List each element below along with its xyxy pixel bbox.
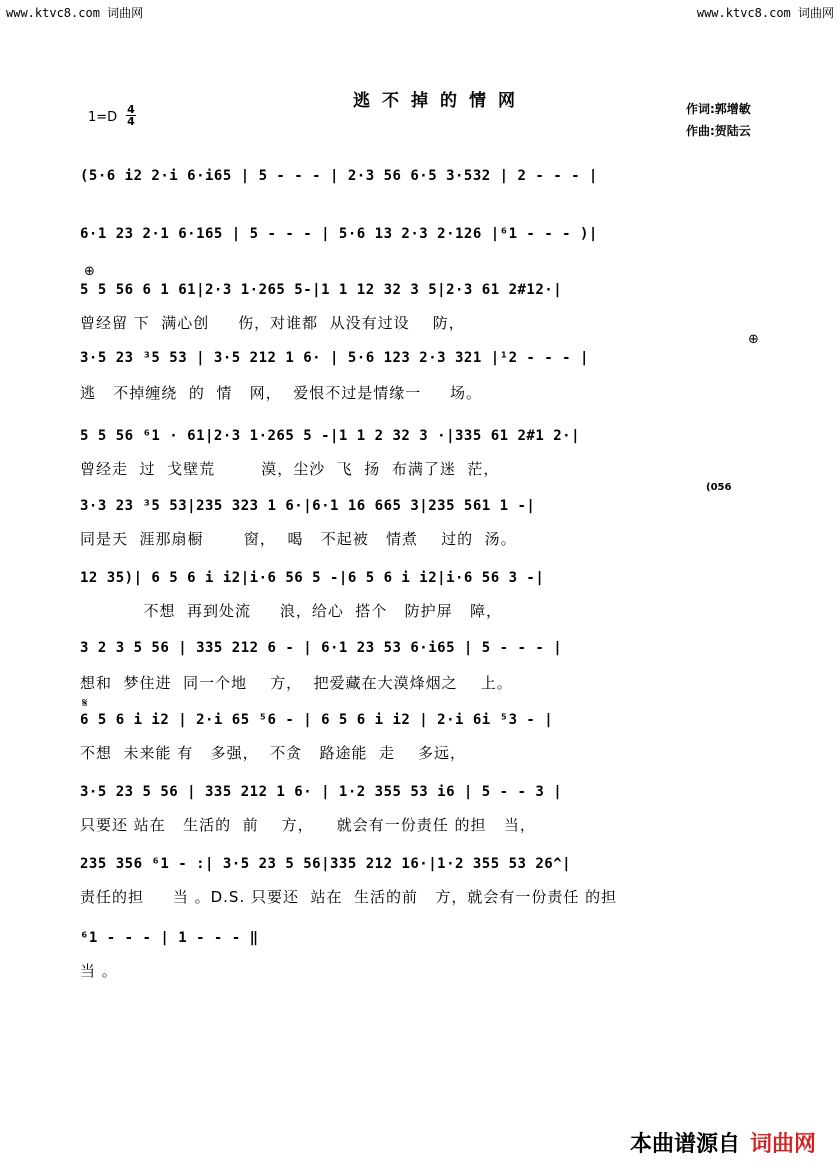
footer-source <box>630 1127 816 1158</box>
credits <box>686 98 751 142</box>
notation-row: 6·1 23 2·1 6·165 | 5 - - - | 5·6 13 2·3 2·126 |⁶1 - - - )| <box>80 226 598 242</box>
coda-sign: ⊕ <box>84 264 95 279</box>
notation-row: (5·6 i2 2·i 6·i65 | 5 - - - | 2·3 56 6·5 3·532 | 2 - - - | <box>80 168 598 184</box>
notation-row: 235 356 ⁶1 - :| 3·5 23 5 56|335 212 16·|1·2 355 53 26^| <box>80 856 572 872</box>
time-signature <box>126 104 136 127</box>
song-title: 逃不掉的情网 <box>353 91 527 111</box>
watermark-right: www.ktvc8.com 词曲网 <box>696 6 834 20</box>
pickup-notes: (056 <box>706 482 732 493</box>
footer-text: 本曲谱源自 <box>629 1132 740 1157</box>
composer: 作曲:贺陆云 <box>686 124 751 138</box>
lyric-row: 不想 未来能 有 多强， 不贪 路途能 走 多远， <box>80 744 467 762</box>
notation-row: ⁶1 - - - | 1 - - - ‖ <box>80 930 259 946</box>
lyricist: 作词:郭增敏 <box>686 102 751 116</box>
watermark-left: www.ktvc8.com 词曲网 <box>6 6 144 20</box>
lyric-row: 曾经走 过 戈壁荒 漠，尘沙 飞 扬 布满了迷 茫， <box>80 460 500 478</box>
lyric-row: 只要还 站在 生活的 前 方， 就会有一份责任 的担 当， <box>80 816 536 834</box>
lyric-row: 不想 再到处流 浪，给心 搭个 防护屏 障， <box>80 602 502 620</box>
footer-brand: 词曲网 <box>749 1132 816 1157</box>
notation-row: 3 2 3 5 56 | 335 212 6 - | 6·1 23 53 6·i65 | 5 - - - | <box>80 640 563 656</box>
notation-row: 5 5 56 ⁶1 · 61|2·3 1·265 5 -|1 1 2 32 3 ·|335 61 2#1 2·| <box>80 428 581 444</box>
meter-top: 4 <box>127 103 135 116</box>
lyric-row: 责任的担 当 。D.S. 只要还 站在 生活的前 方，就会有一份责任 的担 <box>80 888 618 906</box>
lyric-row: 当 。 <box>80 962 118 980</box>
notation-row: 12 35)| 6 5 6 i i2|i·6 56 5 -|6 5 6 i i2|i·6 56 3 -| <box>80 570 545 586</box>
lyric-row: 逃 不掉缠绕 的 情 网， 爱恨不过是情缘一 场。 <box>80 384 483 402</box>
notation-row: 3·3 23 ³5 53|235 323 1 6·|6·1 16 665 3|235 561 1 -| <box>80 498 536 514</box>
coda-sign: ⊕ <box>748 332 759 347</box>
lyric-row: 同是天 涯那扇橱 窗， 喝 不起被 情煮 过的 汤。 <box>80 530 517 548</box>
key-signature: 1=D <box>88 110 118 125</box>
notation-row: 6 5 6 i i2 | 2·i 65 ⁵6 - | 6 5 6 i i2 | 2·i 6i ⁵3 - | <box>80 712 554 728</box>
notation-row: 3·5 23 5 56 | 335 212 1 6· | 1·2 355 53 i6 | 5 - - 3 | <box>80 784 563 800</box>
lyric-row: 曾经留 下 满心创 伤，对谁都 从没有过设 防， <box>80 314 465 332</box>
segno-sign: 𝄋 <box>82 696 88 711</box>
meter-bottom: 4 <box>127 115 135 128</box>
notation-row: 5 5 56 6 1 61|2·3 1·265 5-|1 1 12 32 3 5|2·3 61 2#12·| <box>80 282 563 298</box>
notation-row: 3·5 23 ³5 53 | 3·5 212 1 6· | 5·6 123 2·3 321 |¹2 - - - | <box>80 350 589 366</box>
lyric-row: 想和 梦住进 同一个地 方， 把爱藏在大漠烽烟之 上。 <box>80 674 513 692</box>
